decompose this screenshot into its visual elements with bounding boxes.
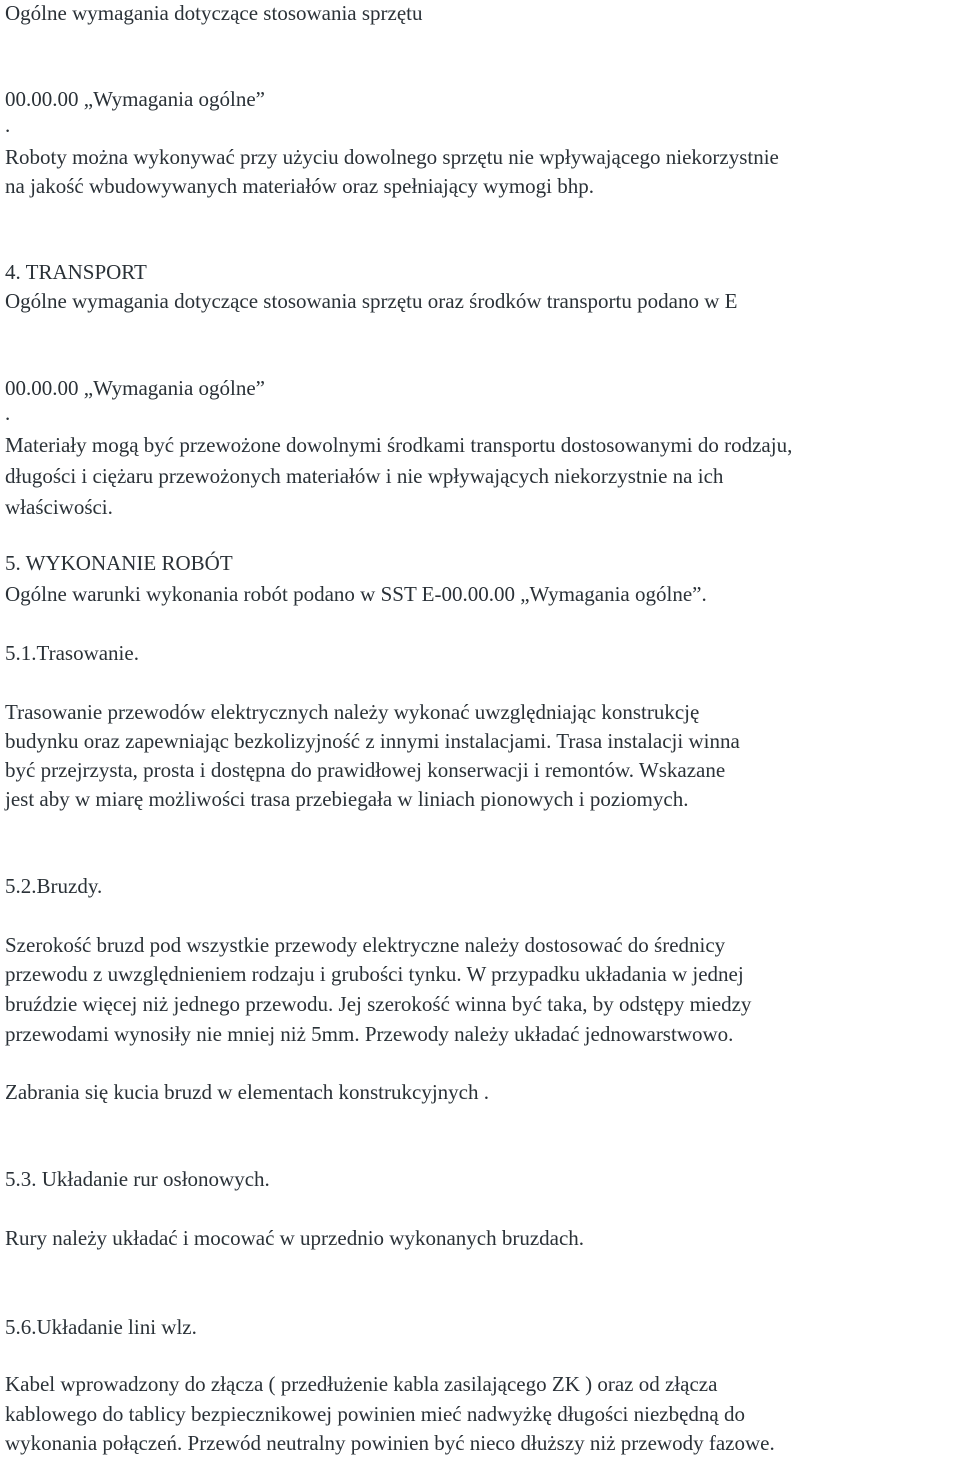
section-5-6-title: 5.6.Układanie lini wlz. [5, 1315, 197, 1339]
section-5-1-paragraph-line: jest aby w miarę możliwości trasa przebiegała w liniach pionowych i poziomych. [5, 787, 689, 811]
section-5-2-paragraph-line: bruździe więcej niż jednego przewodu. Jej szerokość winna być taka, by odstępy miedzy [5, 992, 752, 1016]
section-5-2-paragraph-line: przewodami wynosiły nie mniej niż 5mm. Przewody należy układać jednowarstwowo. [5, 1022, 734, 1046]
intro-paragraph-line: Roboty można wykonywać przy użyciu dowolnego sprzętu nie wpływającego niekorzystnie [5, 145, 779, 169]
section-5-general: Ogólne warunki wykonania robót podano w SST E-00.00.00 „Wymagania ogólne”. [5, 582, 707, 606]
section-5-1-title: 5.1.Trasowanie. [5, 641, 139, 665]
section-4-paragraph-line: Materiały mogą być przewożone dowolnymi środkami transportu dostosowanymi do rodzaju, [5, 433, 793, 457]
intro-paragraph-line: na jakość wbudowywanych materiałów oraz spełniający wymogi bhp. [5, 174, 594, 198]
intro-reference: 00.00.00 „Wymagania ogólne” [5, 87, 265, 111]
intro-heading: Ogólne wymagania dotyczące stosowania sprzętu [5, 1, 423, 25]
section-5-3-paragraph: Rury należy układać i mocować w uprzednio wykonanych bruzdach. [5, 1226, 585, 1250]
section-5-1-paragraph-line: być przejrzysta, prosta i dostępna do prawidłowej konserwacji i remontów. Wskazane [5, 758, 726, 782]
section-5-3-title: 5.3. Układanie rur osłonowych. [5, 1167, 270, 1191]
section-4-paragraph-line: długości i ciężaru przewożonych materiałów i nie wpływających niekorzystnie na ich [5, 464, 724, 488]
section-5-6-paragraph-line: Kabel wprowadzony do złącza ( przedłużenie kabla zasilającego ZK ) oraz od złącza [5, 1372, 718, 1396]
section-5-6-paragraph-line: kablowego do tablicy bezpiecznikowej powinien mieć nadwyżkę długości niezbędną do [5, 1402, 746, 1426]
section-5-1-paragraph-line: Trasowanie przewodów elektrycznych należy wykonać uwzględniając konstrukcję [5, 700, 700, 724]
section-5-heading: 5. WYKONANIE ROBÓT [5, 551, 233, 575]
section-5-2-paragraph-line: Szerokość bruzd pod wszystkie przewody elektryczne należy dostosować do średnicy [5, 933, 726, 957]
section-4-dot: . [5, 401, 11, 425]
section-4-heading: 4. TRANSPORT [5, 260, 147, 284]
section-5-2-note: Zabrania się kucia bruzd w elementach konstrukcyjnych . [5, 1080, 489, 1104]
section-5-2-title: 5.2.Bruzdy. [5, 874, 103, 898]
section-5-6-paragraph-line: wykonania połączeń. Przewód neutralny powinien być nieco dłuższy niż przewody fazowe. [5, 1431, 775, 1455]
intro-dot: . [5, 113, 11, 137]
section-4-paragraph-line: właściwości. [5, 495, 113, 519]
section-5-1-paragraph-line: budynku oraz zapewniając bezkolizyjność z innymi instalacjami. Trasa instalacji winna [5, 729, 740, 753]
section-4-reference: 00.00.00 „Wymagania ogólne” [5, 376, 265, 400]
section-4-general: Ogólne wymagania dotyczące stosowania sprzętu oraz środków transportu podano w E [5, 289, 738, 313]
section-5-2-paragraph-line: przewodu z uwzględnieniem rodzaju i grubości tynku. W przypadku układania w jednej [5, 962, 744, 986]
